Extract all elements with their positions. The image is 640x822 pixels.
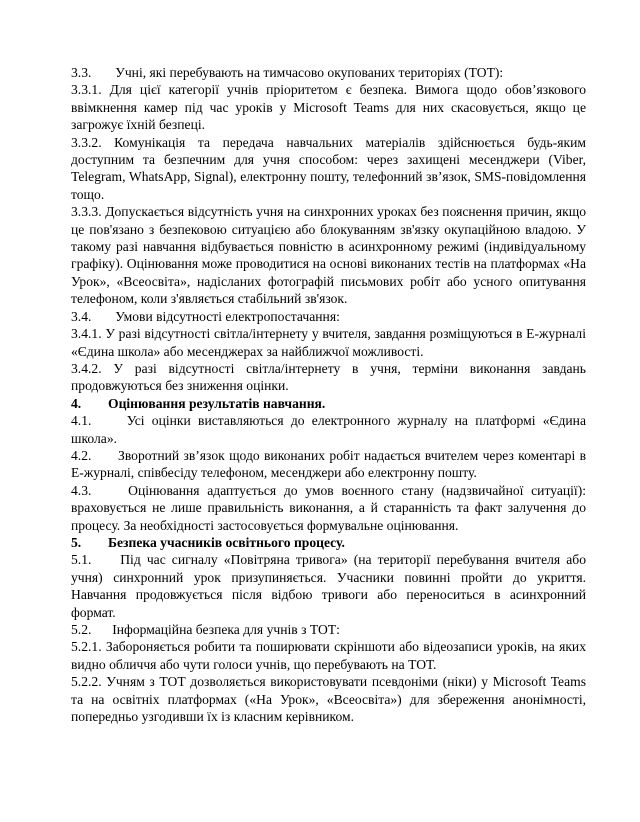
clause-5-2-2 <box>71 673 586 725</box>
clause-text: Під час сигналу «Повітряна тривога» (на території перебування вчителя або учня) синхронний урок призупиняється. Учасники повинні пройти до укриття. Навчання продовжується після відбою тривоги або переноситься в асинхронний формат. <box>71 552 586 620</box>
clause-number: 4.2. <box>71 447 92 463</box>
section-number: 4. <box>71 395 82 411</box>
clause-text: Інформаційна безпека для учнів з ТОТ: <box>112 622 340 637</box>
clause-3-4-2 <box>71 360 586 395</box>
clause-number: 5.1. <box>71 552 92 568</box>
clause-text: Учням з ТОТ дозволяється використовувати псевдоніми (ніки) у Microsoft Teams та на освітніх платформах («На Урок», «Всеосвіта») для збереження анонімності, попередньо узгодивши їх із класним керівником. <box>71 674 586 725</box>
clause-text: Допускається відсутність учня на синхронних уроках без пояснення причин, якщо це пов'язано з безпековою ситуацією або блокуванням зв'язку окупаційною владою. У такому разі навчання відбувається повністю в асинхронному режимі (індивідуальному графіку). Оцінювання може проводитися на основі виконаних тестів на платформах «На Урок», «Всеосвіта», надісланих фотографій письмових робіт або усного опитування телефоном, коли з'являється стабільний зв'язок. <box>71 204 586 307</box>
clause-text: Комунікація та передача навчальних матеріалів здійснюється будь-яким доступним та безпечним для учня способом: через захищені месенджери (Viber, Telegram, WhatsApp, Signal), електронну пошту, телефонний зв’язок, SMS-повідомлення тощо. <box>71 134 587 202</box>
clause-text: У разі відсутності світла/інтернету у вчителя, завдання розміщуються в Е-журналі «Єдина школа» або месенджерах за найближчої можливості. <box>71 326 586 359</box>
clause-number: 3.4.1. <box>71 326 102 342</box>
clause-3-4 <box>71 308 586 325</box>
clause-number: 3.3.1. <box>71 82 102 98</box>
clause-text: У разі відсутності світла/інтернету в учня, терміни виконання завдань продовжуються без зниження оцінки. <box>71 360 586 394</box>
section-number: 5. <box>71 534 82 550</box>
clause-number: 3.3.2. <box>71 134 102 150</box>
clause-3-4-1 <box>71 325 586 360</box>
clause-number: 3.3.3. <box>71 204 102 220</box>
section-title: Оцінювання результатів навчання. <box>108 395 326 411</box>
clause-4-3 <box>71 482 586 534</box>
clause-number: 3.4. <box>71 308 92 324</box>
section-title: Безпека учасників освітнього процесу. <box>108 534 345 550</box>
clause-4-2 <box>71 447 586 482</box>
clause-3-3-2 <box>71 134 586 204</box>
document-page <box>71 64 586 725</box>
clause-number: 3.3. <box>71 65 92 80</box>
clause-5-2 <box>71 621 586 638</box>
clause-text: Усі оцінки виставляються до електронного журналу на платформі «Єдина школа». <box>71 413 586 446</box>
clause-text: Зворотний зв’язок щодо виконаних робіт надається вчителем через коментарі в Е-журналі, співбесіду телефоном, месенджери або електронну пошту. <box>71 447 586 481</box>
clause-4-1 <box>71 412 586 447</box>
clause-number: 4.3. <box>71 482 92 498</box>
clause-text: Забороняється робити та поширювати скріншоти або відеозаписи уроків, на яких видно обличчя або чути голоси учнів, що перебувають на ТОТ. <box>71 639 586 672</box>
clause-number: 5.2. <box>71 622 92 637</box>
clause-text: Учні, які перебувають на тимчасово окупованих територіях (ТОТ): <box>115 65 504 80</box>
clause-text: Для цієї категорії учнів пріоритетом є безпека. Вимога щодо обов’язкового ввімкнення камер під час уроків у Microsoft Teams для них скасовується, якщо це загрожує їхній безпеці. <box>71 82 586 133</box>
clause-3-3-1 <box>71 81 586 133</box>
clause-text: Умови відсутності електропостачання: <box>115 308 340 324</box>
clause-3-3 <box>71 64 586 81</box>
clause-number: 4.1. <box>71 413 92 429</box>
clause-5-1 <box>71 551 586 621</box>
clause-text: Оцінювання адаптується до умов воєнного стану (надзвичайної ситуації): враховується не лише правильність виконання, а й старанність та факт залучення до процесу. За необхідності застосовується формувальне оцінювання. <box>71 482 586 533</box>
clause-5-2-1 <box>71 638 586 673</box>
clause-3-3-3 <box>71 203 586 307</box>
clause-number: 5.2.1. <box>71 639 102 655</box>
section-4-heading <box>71 395 586 412</box>
clause-number: 3.4.2. <box>71 360 102 376</box>
section-5-heading <box>71 534 586 551</box>
clause-number: 5.2.2. <box>71 674 102 690</box>
